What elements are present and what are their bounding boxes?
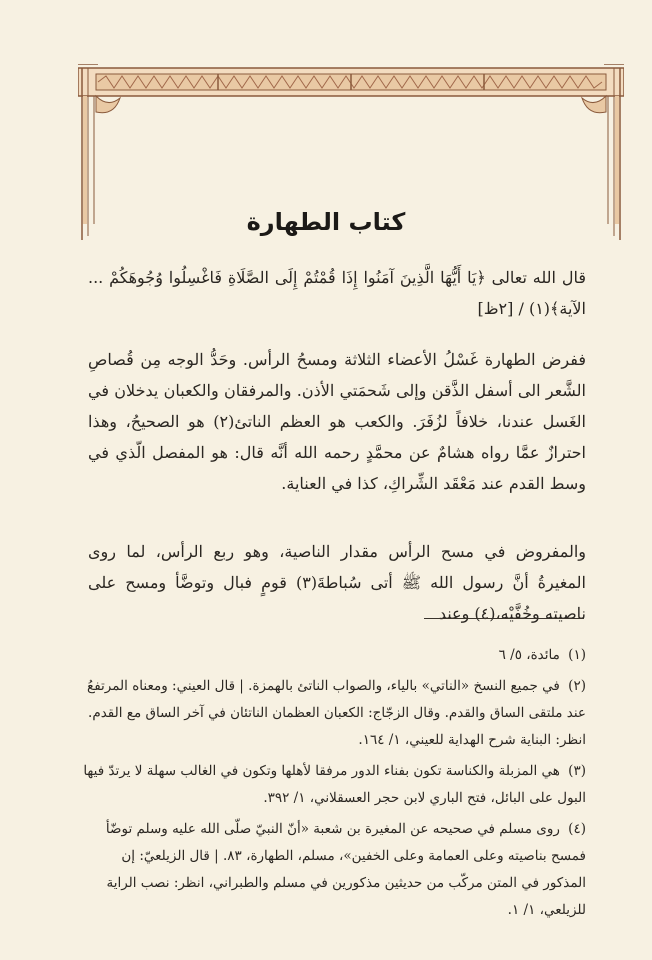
footnote-text: في جميع النسخ «الناتي» بالياء، والصواب الناتئ بالهمزة. | قال العيني: ومعناه المرتفعُ عند ملتقى الساق والقدم. وقال الزجّاج: الكعبان العظمان الناتئان في آخر الساق مع القدم. انظر: البناية شرح الهداية للعيني، ١/ ١٦٤.	[87, 678, 586, 748]
quran-verse-paragraph	[88, 262, 586, 324]
footnote-text: روى مسلم في صحيحه عن المغيرة بن شعبة «أنّ النبيّ صلّى الله عليه وسلم توضّأ فمسح بناصيته وعلى العمامة وعلى الخفين»، مسلم، الطهارة، ٨٣. | قال الزيلعيّ: إن المذكور في المتن مركّب من حديثين مذكورين في مسلم والطبراني، انظر: نصب الراية للزيلعي، ١/ ١.	[105, 821, 586, 918]
chapter-title: كتاب الطهارة	[246, 208, 406, 236]
footnote-text: مائدة، ٥/ ٦	[498, 647, 560, 663]
verse-text: قال الله تعالى ﴿يَا أَيُّهَا الَّذِينَ آمَنُوا إِذَا قُمْتُمْ إِلَى الصَّلَاةِ فَاغْسِلُوا وُجُوهَكُمْ ... الآية﴾(١)	[88, 268, 586, 318]
footnote-3	[78, 758, 586, 812]
footnote-4	[78, 816, 586, 924]
footnote-1	[78, 642, 586, 669]
footnote-2	[78, 673, 586, 754]
footnote-divider	[424, 618, 584, 619]
footnotes	[78, 642, 586, 928]
footnote-number: (٣)	[568, 763, 586, 779]
footnote-number: (١)	[568, 647, 586, 663]
body-paragraph-1: ففرض الطهارة غَسْلُ الأعضاء الثلاثة ومسحُ الرأس. وحَدُّ الوجه مِن قُصاصِ الشَّعر الى أسفل الذَّقن وإلى شَحمَتي الأذن. والمرفقان والكعبان يدخلان في الغَسل عندنا، خلافاً لزُفَرَ. والكعب هو العظم الناتئ(٢) هو الصحيحُ، وهذا احترازٌ عمَّا رواه هشامٌ عن محمَّدٍ رحمه الله أنَّه قال: هو المفصل الّذي في وسط القدم عند مَعْقَد الشِّراكِ، كذا في العناية.	[88, 350, 587, 493]
manuscript-folio-ref: / [٢ظ]	[477, 299, 524, 318]
footnote-text: هي المزبلة والكناسة تكون بفناء الدور مرفقا لأهلها وتكون في الغالب سهلة لا يرتدّ فيها البول على البائل، فتح الباري لابن حجر العسقلاني، ١/ ٣٩٢.	[83, 763, 586, 806]
footnote-number: (٤)	[568, 821, 586, 837]
body-paragraph-2: والمفروض في مسح الرأس مقدار الناصية، وهو ربع الرأس، لما روى المغيرةُ أنَّ رسول الله ﷺ أتى سُباطةَ(٣) قومٍ فبال وتوضَّأ ومسح على ناصيته وخُفَّيْه،(٤) وعند	[88, 542, 587, 623]
footnote-number: (٢)	[568, 678, 586, 694]
